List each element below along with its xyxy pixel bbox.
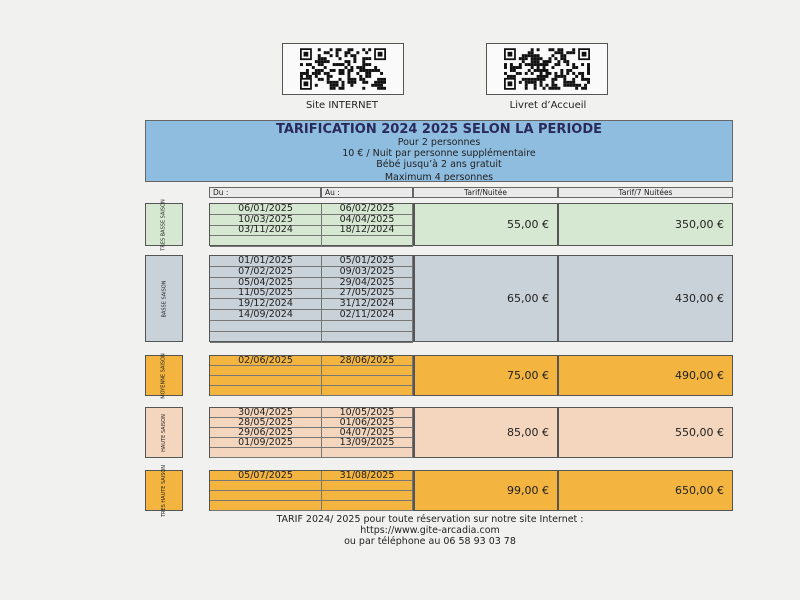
header-line: Maximum 4 personnes [384,172,494,183]
qr-label-site: Site INTERNET [305,100,379,111]
date-to-cell: 13/09/2025 [322,438,413,448]
date-from-cell: 03/11/2024 [210,225,322,236]
date-to-cell: 27/05/2025 [322,288,413,299]
price-week: 430,00 € [558,255,733,342]
date-from-cell: 28/05/2025 [210,418,322,428]
page-title: TARIFICATION 2024 2025 SELON LA PERIODE [275,122,603,137]
date-from-cell: 05/04/2025 [210,278,322,289]
date-to-cell [322,366,413,376]
season-label [145,198,183,251]
date-to-cell: 31/12/2024 [322,299,413,310]
date-from-cell [210,491,322,501]
date-from-cell: 02/06/2025 [210,356,322,366]
price-week: 650,00 € [558,470,733,511]
date-from-cell: 01/01/2025 [210,256,322,267]
website-link[interactable]: https://www.gite-arcadia.com [360,525,500,536]
date-to-cell: 05/01/2025 [322,256,413,267]
date-from-cell: 14/09/2024 [210,310,322,321]
header-line: Pour 2 personnes [397,137,481,148]
date-from-cell [210,376,322,386]
date-to-cell [322,332,413,343]
qr-code-icon [504,48,590,90]
date-to-cell [322,236,413,247]
footer-line: TARIF 2024/ 2025 pour toute réservation sur notre site Internet : [276,514,584,525]
price-week: 490,00 € [558,355,733,396]
price-night: 75,00 € [414,355,558,396]
date-grid [209,203,414,246]
date-to-cell: 04/04/2025 [322,215,413,226]
date-to-cell: 31/08/2025 [322,471,413,481]
date-from-cell: 29/06/2025 [210,428,322,438]
pricing-header [145,120,733,182]
season-label [145,407,183,458]
qr-label-livret: Livret d’Accueil [509,100,587,111]
date-to-cell: 04/07/2025 [322,428,413,438]
season-label [145,352,183,399]
date-from-cell: 10/03/2025 [210,215,322,226]
season-name: TRES BASSE SAISON [161,198,168,251]
date-to-cell [322,481,413,491]
qr-code-livret [486,43,608,95]
date-grid [209,407,414,458]
price-week: 350,00 € [558,203,733,246]
date-from-cell [210,366,322,376]
qr-code-icon [300,48,386,90]
date-grid [209,355,414,396]
date-from-cell: 06/01/2025 [210,204,322,215]
price-night: 85,00 € [414,407,558,458]
header-line: Bébé jusqu’à 2 ans gratuit [376,159,502,170]
date-from-cell [210,481,322,491]
date-to-cell: 06/02/2025 [322,204,413,215]
date-to-cell [322,386,413,396]
date-to-cell: 02/11/2024 [322,310,413,321]
date-from-cell [210,448,322,458]
season-label [145,255,183,342]
price-night: 55,00 € [414,203,558,246]
date-to-cell: 29/04/2025 [322,278,413,289]
date-to-cell: 09/03/2025 [322,267,413,278]
date-from-cell: 19/12/2024 [210,299,322,310]
date-to-cell [322,376,413,386]
season-name: TRES HAUTE SAISON [161,464,168,517]
footer-phone: ou par téléphone au 06 58 93 03 78 [344,536,516,547]
footer [200,514,660,547]
date-from-cell: 30/04/2025 [210,408,322,418]
qr-code-site [282,43,404,95]
column-header-nuitee: Tarif/Nuitée [413,187,558,198]
date-from-cell: 05/07/2025 [210,471,322,481]
price-night: 99,00 € [414,470,558,511]
date-from-cell [210,321,322,332]
column-header-du: Du : [209,187,321,198]
date-to-cell [322,491,413,501]
date-to-cell: 28/06/2025 [322,356,413,366]
date-from-cell [210,386,322,396]
date-to-cell: 01/06/2025 [322,418,413,428]
season-name: MOYENNE SAISON [161,352,167,399]
date-to-cell [322,321,413,332]
date-to-cell: 18/12/2024 [322,225,413,236]
date-to-cell [322,448,413,458]
date-from-cell [210,236,322,247]
header-line: 10 € / Nuit par personne supplémentaire [342,148,536,159]
season-name: BASSE SAISON [161,280,167,317]
date-to-cell [322,501,413,511]
date-grid [209,470,414,511]
price-night: 65,00 € [414,255,558,342]
date-from-cell [210,501,322,511]
column-header-semaine: Tarif/7 Nuitées [558,187,733,198]
date-from-cell: 11/05/2025 [210,288,322,299]
column-header-au: Au : [321,187,413,198]
season-label [145,464,183,517]
date-to-cell: 10/05/2025 [322,408,413,418]
season-name: HAUTE SAISON [161,413,167,452]
date-from-cell [210,332,322,343]
date-from-cell: 07/02/2025 [210,267,322,278]
date-grid [209,255,414,342]
price-week: 550,00 € [558,407,733,458]
date-from-cell: 01/09/2025 [210,438,322,448]
